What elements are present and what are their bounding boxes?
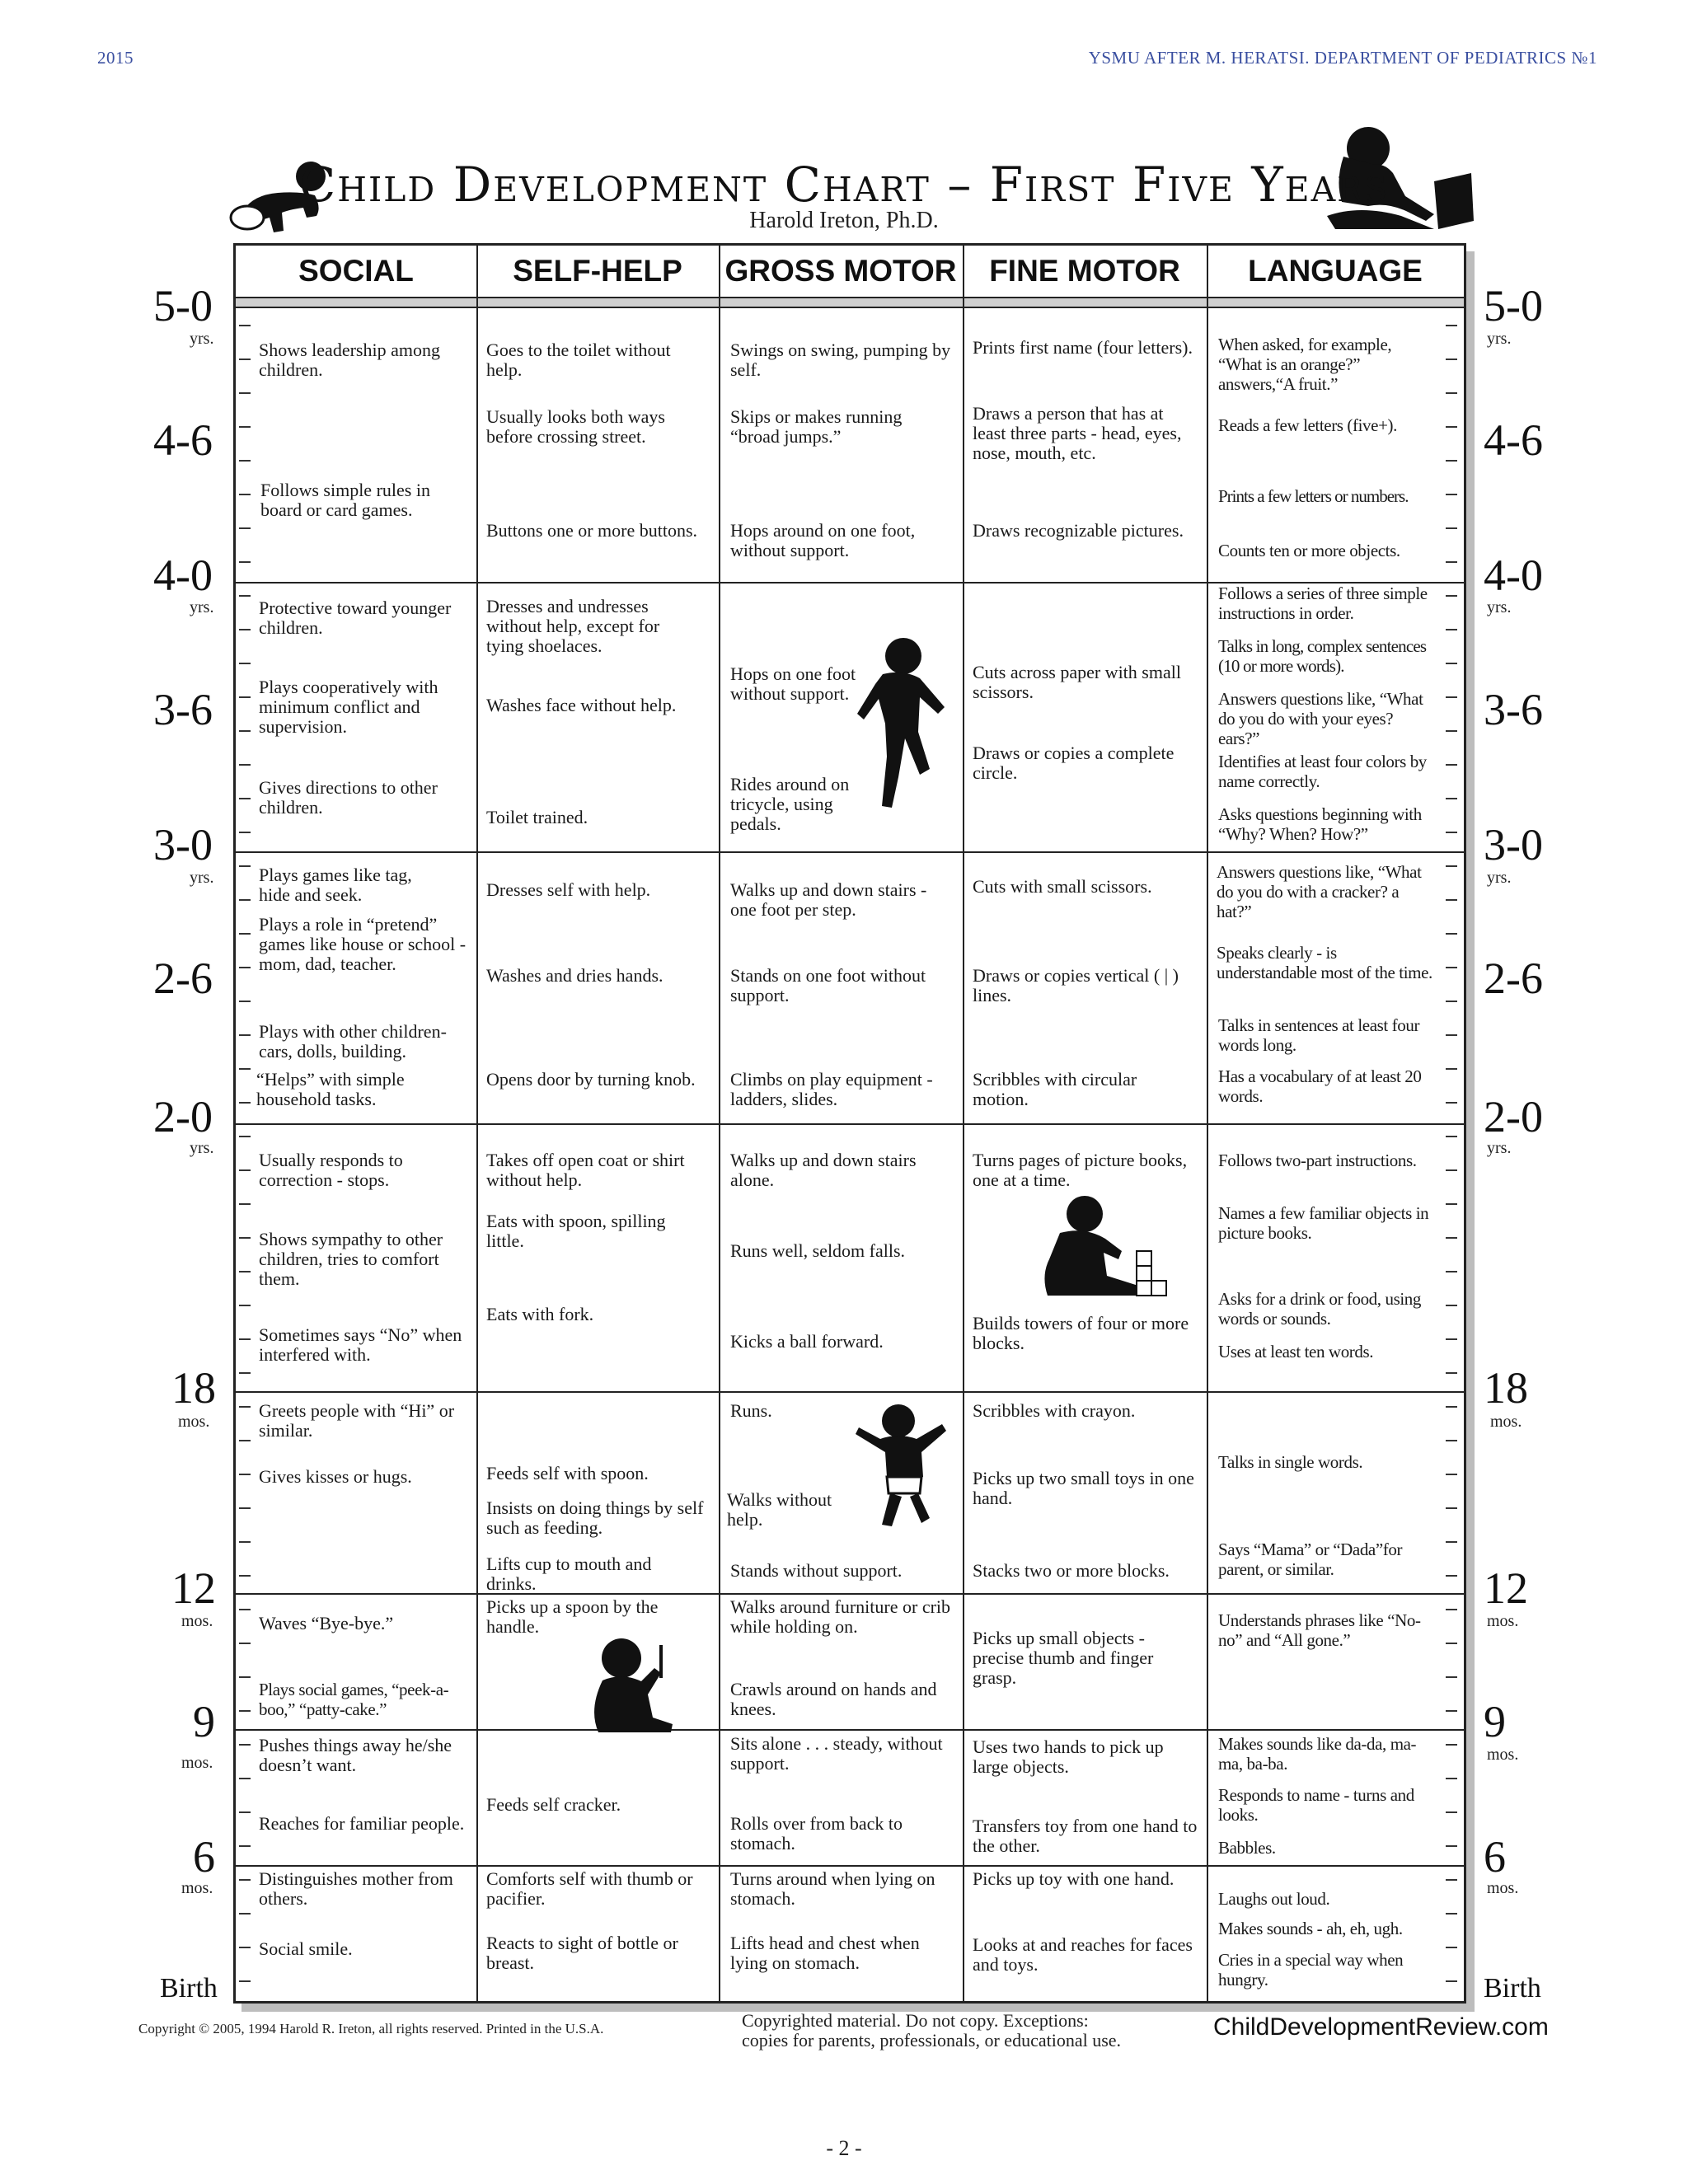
age-tick — [1446, 595, 1457, 597]
age-tick — [239, 1811, 251, 1813]
age-tick — [239, 933, 251, 935]
language-milestone: Talks in long, complex sentences (10 or more words). — [1218, 636, 1427, 676]
self-help-milestone: Eats with spoon, spilling little. — [486, 1211, 666, 1251]
chart-author: Harold Ireton, Ph.D. — [749, 208, 939, 233]
self-help-milestone: Goes to the toilet without help. — [486, 340, 671, 380]
age-tick — [1446, 899, 1457, 901]
age-marker-right: 9 — [1484, 1697, 1506, 1746]
age-tick — [1446, 730, 1457, 732]
fine-motor-milestone: Transfers toy from one hand to the other. — [973, 1816, 1198, 1856]
age-tick — [1446, 832, 1457, 833]
age-tick — [239, 426, 251, 428]
age-marker-right: 4-0 — [1484, 551, 1543, 600]
language-milestone: Identifies at least four colors by name correctly. — [1218, 752, 1427, 791]
age-unit-left: mos. — [181, 1879, 213, 1897]
language-milestone: When asked, for example, “What is an orange?” answers,“A fruit.” — [1218, 335, 1392, 394]
social-milestone: Greets people with “Hi” or similar. — [259, 1400, 455, 1441]
age-tick — [1446, 798, 1457, 799]
gross-motor-milestone: Kicks a ball forward. — [730, 1331, 884, 1352]
age-marker-left: 6 — [193, 1832, 215, 1882]
age-unit-right: yrs. — [1487, 330, 1512, 348]
gross-motor-milestone: Hops around on one foot, without support. — [730, 520, 916, 560]
language-milestone: Asks for a drink or food, using words or sounds. — [1218, 1289, 1421, 1329]
age-marker-left: 3-6 — [153, 685, 213, 734]
social-milestone: Gives directions to other children. — [259, 777, 438, 818]
language-milestone: Uses at least ten words. — [1218, 1342, 1374, 1361]
self-help-milestone: Picks up a spoon by the handle. — [486, 1596, 659, 1637]
gross-motor-milestone: Swings on swing, pumping by self. — [730, 340, 951, 380]
fine-motor-milestone: Picks up toy with one hand. — [973, 1868, 1175, 1889]
age-tick — [239, 1203, 251, 1205]
fine-motor-milestone: Uses two hands to pick up large objects. — [973, 1736, 1164, 1777]
age-marker-right: 2-0 — [1484, 1092, 1543, 1141]
age-tick — [1446, 1203, 1457, 1205]
age-tick — [239, 798, 251, 799]
copyright-notice: Copyright © 2005, 1994 Harold R. Ireton, all rights reserved. Printed in the U.S.A. — [138, 2021, 604, 2036]
social-milestone: Plays cooperatively with minimum conflict and supervision. — [259, 677, 438, 737]
language-milestone: Talks in sentences at least four words long. — [1218, 1015, 1420, 1055]
age-tick — [239, 1913, 251, 1915]
fine-motor-milestone: Draws or copies a complete circle. — [973, 743, 1175, 783]
social-milestone: Shows leadership among children. — [259, 340, 440, 380]
self-help-milestone: Dresses and undresses without help, except for tying shoelaces. — [486, 596, 660, 656]
age-marker-left: 2-6 — [153, 954, 213, 1003]
age-tick — [1446, 1372, 1457, 1374]
age-tick — [239, 629, 251, 630]
age-marker-right: 6 — [1484, 1832, 1506, 1882]
fine-motor-milestone: Scribbles with crayon. — [973, 1400, 1136, 1421]
gross-motor-milestone: Rides around on tricycle, using pedals. — [730, 774, 850, 834]
copy-notice-line-2: copies for parents, professionals, or educational use. — [742, 2030, 1122, 2050]
age-marker-right: 12 — [1484, 1563, 1528, 1613]
age-unit-right: mos. — [1487, 1612, 1519, 1630]
age-unit-right: yrs. — [1487, 869, 1512, 887]
social-milestone: Gives kisses or hugs. — [259, 1466, 412, 1487]
age-tick — [1446, 527, 1457, 529]
language-milestone: Responds to name - turns and looks. — [1218, 1785, 1414, 1825]
age-tick — [239, 1271, 251, 1272]
language-milestone: Speaks clearly - is understandable most of the time. — [1217, 943, 1432, 982]
age-tick — [239, 1541, 251, 1543]
age-tick — [239, 1609, 251, 1610]
language-milestone: Says “Mama” or “Dada”for parent, or similar. — [1218, 1540, 1403, 1579]
language-milestone: Babbles. — [1218, 1838, 1276, 1858]
age-tick — [1446, 1305, 1457, 1306]
age-row-divider — [236, 1865, 1464, 1867]
age-marker-right: 18 — [1484, 1363, 1528, 1413]
age-tick — [1446, 1811, 1457, 1813]
age-tick — [239, 1372, 251, 1374]
age-unit-left: mos. — [181, 1754, 213, 1772]
social-milestone: Protective toward younger children. — [259, 598, 452, 638]
age-tick — [1446, 865, 1457, 867]
page-number: - 2 - — [826, 2136, 862, 2160]
age-unit-right: yrs. — [1487, 598, 1512, 616]
age-tick — [1446, 1575, 1457, 1577]
social-milestone: Social smile. — [259, 1938, 353, 1959]
self-help-milestone: Feeds self cracker. — [486, 1794, 621, 1815]
social-milestone: Waves “Bye-bye.” — [259, 1613, 394, 1633]
age-marker-left: Birth — [160, 1973, 218, 2004]
age-tick — [1446, 1879, 1457, 1881]
age-tick — [239, 494, 251, 495]
gross-motor-milestone: Stands on one foot without support. — [730, 965, 926, 1005]
age-tick — [1446, 1237, 1457, 1239]
language-milestone: Reads a few letters (five+). — [1218, 415, 1397, 435]
age-tick — [1446, 764, 1457, 766]
self-help-milestone: Opens door by turning knob. — [486, 1069, 696, 1090]
gross-motor-milestone: Turns around when lying on stomach. — [730, 1868, 935, 1909]
age-unit-right: mos. — [1490, 1413, 1522, 1431]
gross-motor-milestone: Climbs on play equipment - ladders, slides. — [730, 1069, 933, 1109]
copy-notice-line-1: Copyrighted material. Do not copy. Exceptions: — [742, 2010, 1089, 2031]
age-tick — [1446, 1643, 1457, 1644]
self-help-milestone: Reacts to sight of bottle or breast. — [486, 1933, 678, 1973]
age-tick — [239, 1068, 251, 1070]
age-unit-right: mos. — [1487, 1746, 1519, 1764]
gross-motor-milestone: Sits alone . . . steady, without support. — [730, 1733, 943, 1774]
column-header-self-help: SELF-HELP — [513, 254, 682, 288]
fine-motor-milestone: Picks up small objects - precise thumb and finger grasp. — [973, 1628, 1154, 1688]
social-milestone: “Helps” with simple household tasks. — [256, 1069, 405, 1109]
age-row-divider — [236, 851, 1464, 853]
age-row-divider — [236, 1593, 1464, 1595]
language-milestone: Names a few familiar objects in picture books. — [1218, 1203, 1429, 1243]
language-milestone: Follows a series of three simple instructions in order. — [1218, 583, 1428, 623]
age-tick — [239, 595, 251, 597]
self-help-milestone: Washes and dries hands. — [486, 965, 663, 986]
social-milestone: Plays social games, “peek-a-boo,” “patty-cake.” — [259, 1680, 449, 1719]
running-child-icon — [854, 633, 961, 814]
age-unit-right: yrs. — [1487, 1139, 1512, 1157]
age-tick — [239, 1980, 251, 1982]
age-marker-left: 2-0 — [153, 1092, 213, 1141]
age-tick — [1446, 1406, 1457, 1408]
child-stacking-blocks-icon — [1039, 1193, 1171, 1301]
age-tick — [239, 1406, 251, 1408]
age-tick — [239, 1440, 251, 1441]
language-milestone: Laughs out loud. — [1218, 1889, 1330, 1909]
header-year: 2015 — [97, 48, 134, 68]
age-tick — [1446, 1034, 1457, 1036]
gross-motor-milestone: Stands without support. — [730, 1560, 903, 1581]
age-tick — [1446, 1676, 1457, 1678]
age-tick — [1446, 1136, 1457, 1137]
gross-motor-milestone: Walks without help. — [727, 1489, 832, 1530]
age-marker-right: 2-6 — [1484, 954, 1543, 1003]
age-tick — [1446, 933, 1457, 935]
age-tick — [1446, 1947, 1457, 1948]
seated-infant-icon — [582, 1635, 681, 1734]
age-tick — [239, 696, 251, 698]
age-tick — [1446, 1507, 1457, 1509]
age-marker-left: 5-0 — [153, 281, 213, 330]
age-tick — [239, 1676, 251, 1678]
age-tick — [1446, 1068, 1457, 1070]
social-milestone: Plays a role in “pretend” games like house or school - mom, dad, teacher. — [259, 914, 467, 974]
age-tick — [1446, 426, 1457, 428]
age-unit-left: yrs. — [190, 1139, 214, 1157]
fine-motor-milestone: Looks at and reaches for faces and toys. — [973, 1934, 1193, 1975]
language-milestone: Asks questions beginning with “Why? When? How?” — [1218, 804, 1422, 844]
self-help-milestone: Lifts cup to mouth and drinks. — [486, 1554, 652, 1594]
self-help-milestone: Feeds self with spoon. — [486, 1463, 649, 1483]
self-help-milestone: Buttons one or more buttons. — [486, 520, 698, 541]
age-tick — [1446, 1845, 1457, 1847]
age-unit-left: yrs. — [190, 869, 214, 887]
header-divider — [236, 297, 1464, 308]
age-tick — [239, 527, 251, 529]
age-tick — [1446, 663, 1457, 664]
fine-motor-milestone: Draws a person that has at least three parts - head, eyes, nose, mouth, etc. — [973, 403, 1182, 463]
gross-motor-milestone: Lifts head and chest when lying on stomach. — [730, 1933, 920, 1973]
gross-motor-milestone: Rolls over from back to stomach. — [730, 1813, 903, 1854]
self-help-milestone: Takes off open coat or shirt without help. — [486, 1150, 685, 1190]
age-tick — [1446, 359, 1457, 360]
column-header-social: SOCIAL — [298, 254, 414, 288]
age-marker-left: 4-0 — [153, 551, 213, 600]
age-tick — [1446, 460, 1457, 462]
age-tick — [239, 1034, 251, 1036]
age-unit-left: mos. — [181, 1612, 213, 1630]
age-tick — [1446, 494, 1457, 495]
development-chart — [233, 243, 1466, 2004]
age-marker-left: 9 — [193, 1697, 215, 1746]
age-tick — [239, 1474, 251, 1475]
age-tick — [1446, 1980, 1457, 1982]
language-milestone: Makes sounds - ah, eh, ugh. — [1218, 1919, 1403, 1938]
age-tick — [1446, 1169, 1457, 1171]
website-link[interactable]: ChildDevelopmentReview.com — [1213, 2013, 1549, 2041]
language-milestone: Answers questions like, “What do you do with a cracker? a hat?” — [1217, 862, 1422, 921]
age-tick — [239, 865, 251, 867]
age-tick — [239, 1237, 251, 1239]
age-tick — [239, 392, 251, 394]
age-tick — [239, 359, 251, 360]
self-help-milestone: Dresses self with help. — [486, 879, 651, 900]
age-tick — [1446, 1609, 1457, 1610]
age-tick — [1446, 1001, 1457, 1002]
age-tick — [239, 1169, 251, 1171]
language-milestone: Answers questions like, “What do you do with your eyes? ears?” — [1218, 689, 1423, 748]
fine-motor-milestone: Stacks two or more blocks. — [973, 1560, 1170, 1581]
age-unit-left: mos. — [178, 1413, 210, 1431]
age-tick — [239, 1710, 251, 1712]
age-marker-left: 4-6 — [153, 415, 213, 465]
gross-motor-milestone: Walks around furniture or crib while holding on. — [730, 1596, 951, 1637]
age-marker-right: 3-6 — [1484, 685, 1543, 734]
gross-motor-milestone: Walks up and down stairs - one foot per step. — [730, 879, 927, 920]
age-tick — [239, 1879, 251, 1881]
fine-motor-milestone: Draws or copies vertical ( | ) lines. — [973, 965, 1179, 1005]
fine-motor-milestone: Scribbles with circular motion. — [973, 1069, 1137, 1109]
age-tick — [1446, 1338, 1457, 1340]
self-help-milestone: Washes face without help. — [486, 695, 677, 715]
language-milestone: Cries in a special way when hungry. — [1218, 1950, 1404, 1990]
language-milestone: Prints a few letters or numbers. — [1218, 486, 1409, 506]
self-help-milestone: Insists on doing things by self such as feeding. — [486, 1497, 704, 1538]
age-tick — [239, 460, 251, 462]
social-milestone: Usually responds to correction - stops. — [259, 1150, 403, 1190]
age-tick — [1446, 967, 1457, 968]
social-milestone: Shows sympathy to other children, tries to comfort them. — [259, 1229, 443, 1289]
age-tick — [239, 832, 251, 833]
age-marker-right: 5-0 — [1484, 281, 1543, 330]
social-milestone: Plays games like tag, hide and seek. — [259, 865, 412, 905]
age-tick — [239, 1575, 251, 1577]
age-tick — [239, 1507, 251, 1509]
social-milestone: Reaches for familiar people. — [259, 1813, 465, 1834]
language-milestone: Makes sounds like da-da, ma-ma, ba-ba. — [1218, 1734, 1417, 1774]
age-tick — [1446, 1744, 1457, 1746]
age-tick — [239, 1744, 251, 1746]
age-tick — [239, 663, 251, 664]
age-unit-left: yrs. — [190, 598, 214, 616]
age-tick — [1446, 1778, 1457, 1779]
gross-motor-milestone: Walks up and down stairs alone. — [730, 1150, 917, 1190]
gross-motor-milestone: Skips or makes running “broad jumps.” — [730, 406, 903, 447]
age-marker-right: 3-0 — [1484, 820, 1543, 869]
age-tick — [1446, 696, 1457, 698]
age-tick — [239, 1338, 251, 1340]
fine-motor-milestone: Draws recognizable pictures. — [973, 520, 1184, 541]
age-tick — [1446, 1541, 1457, 1543]
column-header-gross-motor: GROSS MOTOR — [724, 254, 957, 288]
age-unit-left: yrs. — [190, 330, 214, 348]
column-header-fine-motor: FINE MOTOR — [989, 254, 1180, 288]
gross-motor-milestone: Hops on one foot without support. — [730, 663, 856, 704]
age-tick — [239, 1305, 251, 1306]
age-row-divider — [236, 1729, 1464, 1731]
age-tick — [1446, 1913, 1457, 1915]
age-tick — [239, 1643, 251, 1644]
language-milestone: Counts ten or more objects. — [1218, 541, 1400, 560]
social-milestone: Pushes things away he/she doesn’t want. — [259, 1735, 452, 1775]
age-tick — [239, 325, 251, 326]
age-tick — [1446, 392, 1457, 394]
header-institution: YSMU AFTER M. HERATSI. DEPARTMENT OF PEDIATRICS №1 — [1088, 48, 1597, 68]
gross-motor-milestone: Runs well, seldom falls. — [730, 1240, 906, 1261]
age-unit-right: mos. — [1487, 1879, 1519, 1897]
age-row-divider — [236, 1391, 1464, 1393]
fine-motor-milestone: Cuts with small scissors. — [973, 876, 1152, 897]
fine-motor-milestone: Cuts across paper with small scissors. — [973, 662, 1181, 702]
age-tick — [1446, 1440, 1457, 1441]
self-help-milestone: Eats with fork. — [486, 1304, 594, 1324]
column-header-language: LANGUAGE — [1248, 254, 1423, 288]
language-milestone: Understands phrases like “No-no” and “All gone.” — [1218, 1610, 1421, 1650]
social-milestone: Plays with other children- cars, dolls, building. — [259, 1021, 447, 1062]
age-marker-right: Birth — [1484, 1973, 1541, 2004]
fine-motor-milestone: Turns pages of picture books, one at a time. — [973, 1150, 1188, 1190]
age-marker-left: 12 — [171, 1563, 216, 1613]
self-help-milestone: Usually looks both ways before crossing street. — [486, 406, 665, 447]
language-milestone: Follows two-part instructions. — [1218, 1151, 1417, 1170]
age-tick — [1446, 1271, 1457, 1272]
age-marker-left: 3-0 — [153, 820, 213, 869]
age-tick — [1446, 1474, 1457, 1475]
age-row-divider — [236, 1123, 1464, 1125]
social-milestone: Sometimes says “No” when interfered with. — [259, 1324, 462, 1365]
chart-title: Child Development Chart – First Five Years — [298, 157, 1390, 213]
age-tick — [239, 1778, 251, 1779]
walking-toddler-icon — [847, 1401, 954, 1533]
age-tick — [239, 1947, 251, 1948]
age-tick — [1446, 1102, 1457, 1104]
age-tick — [239, 967, 251, 968]
social-milestone: Follows simple rules in board or card games. — [260, 480, 430, 520]
fine-motor-milestone: Picks up two small toys in one hand. — [973, 1468, 1194, 1508]
copy-notice — [742, 2011, 1121, 2050]
age-tick — [239, 1102, 251, 1104]
age-tick — [1446, 325, 1457, 326]
gross-motor-milestone: Crawls around on hands and knees. — [730, 1679, 937, 1719]
age-tick — [239, 764, 251, 766]
social-milestone: Distinguishes mother from others. — [259, 1868, 453, 1909]
self-help-milestone: Comforts self with thumb or pacifier. — [486, 1868, 693, 1909]
age-marker-left: 18 — [171, 1363, 216, 1413]
age-marker-right: 4-6 — [1484, 415, 1543, 465]
age-tick — [239, 1136, 251, 1137]
self-help-milestone: Toilet trained. — [486, 807, 588, 827]
age-tick — [1446, 1710, 1457, 1712]
gross-motor-milestone: Runs. — [730, 1400, 772, 1421]
age-tick — [239, 561, 251, 563]
age-tick — [239, 1845, 251, 1847]
age-tick — [239, 1001, 251, 1002]
age-tick — [239, 899, 251, 901]
language-milestone: Has a vocabulary of at least 20 words. — [1218, 1066, 1422, 1106]
age-tick — [239, 730, 251, 732]
age-tick — [1446, 629, 1457, 630]
age-tick — [1446, 561, 1457, 563]
fine-motor-milestone: Builds towers of four or more blocks. — [973, 1313, 1189, 1353]
language-milestone: Talks in single words. — [1218, 1452, 1363, 1472]
fine-motor-milestone: Prints first name (four letters). — [973, 337, 1193, 358]
